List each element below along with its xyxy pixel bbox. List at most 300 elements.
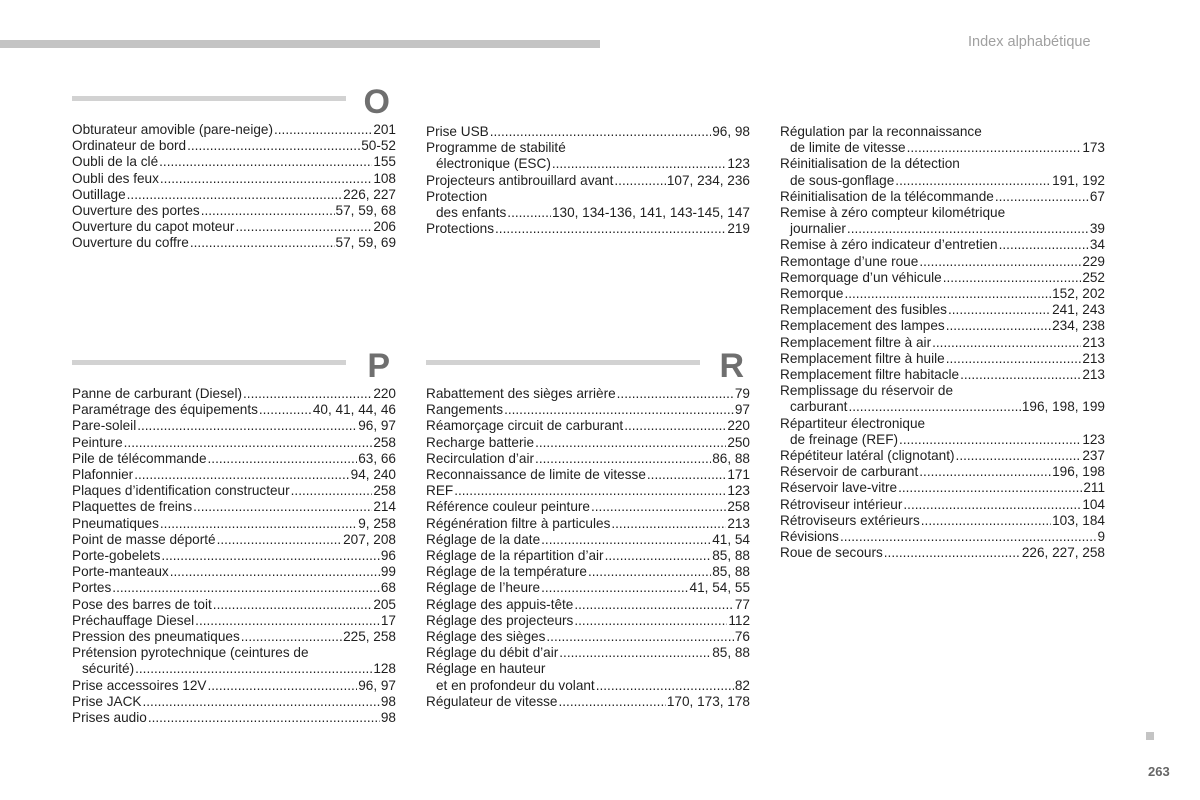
- entry-pages: 191, 192: [1052, 172, 1105, 188]
- entry-term: journalier: [790, 221, 846, 237]
- dot-leader: [546, 629, 733, 645]
- index-entry-heading: Remise à zéro compteur kilométrique: [780, 205, 1006, 221]
- index-entry: [780, 545, 1105, 561]
- dot-leader: [559, 645, 711, 661]
- dot-leader: [274, 122, 372, 138]
- dot-leader: [161, 548, 379, 564]
- dot-leader: [541, 532, 711, 548]
- index-entry: [72, 499, 396, 515]
- dot-leader: [848, 399, 1020, 415]
- index-entry: [72, 483, 396, 499]
- entry-pages: 171: [727, 467, 750, 483]
- index-entry: [72, 435, 396, 451]
- dot-leader: [159, 154, 372, 170]
- dot-leader: [454, 483, 726, 499]
- dot-leader: [135, 661, 372, 677]
- dot-leader: [217, 532, 343, 548]
- entry-pages: 214: [373, 499, 396, 515]
- entry-pages: 152, 202: [1052, 286, 1105, 302]
- dot-leader: [907, 140, 1082, 156]
- entry-pages: 98: [380, 710, 396, 726]
- entry-pages: 41, 54: [712, 531, 750, 547]
- index-entry: [780, 529, 1105, 545]
- entry-term: Oubli des feux: [72, 170, 159, 186]
- entry-pages: 76: [734, 629, 750, 645]
- entry-term: Remplacement filtre habitacle: [780, 367, 960, 383]
- index-entry: [426, 678, 750, 694]
- entry-term: Point de masse déporté: [72, 531, 216, 547]
- entry-pages: 112: [728, 612, 750, 628]
- dot-leader: [541, 580, 688, 596]
- section-header-o: [72, 83, 396, 122]
- dot-leader: [124, 435, 373, 451]
- entry-term: Réglage de l’heure: [426, 580, 541, 596]
- entry-pages: 108: [373, 170, 396, 186]
- entry-term: Ouverture du coffre: [72, 235, 189, 251]
- index-entry: [72, 580, 396, 596]
- entry-pages: 34: [1089, 237, 1105, 253]
- index-entry: [780, 480, 1105, 496]
- entry-list: [780, 124, 1105, 561]
- dot-leader: [956, 448, 1082, 464]
- dot-leader: [840, 529, 1097, 545]
- dot-leader: [647, 467, 726, 483]
- dot-leader: [844, 286, 1051, 302]
- index-entry: [426, 694, 750, 710]
- entry-pages: 220: [373, 386, 396, 401]
- entry-term: et en profondeur du volant: [436, 677, 595, 693]
- index-entry: [780, 173, 1105, 189]
- entry-term: Réglage des appuis-tête: [426, 596, 574, 612]
- entry-term: Peinture: [72, 434, 123, 450]
- index-entry: [426, 499, 750, 515]
- entry-pages: 170, 173, 178: [666, 693, 750, 709]
- dot-leader: [999, 237, 1089, 253]
- entry-pages: 50-52: [361, 138, 396, 154]
- index-entry-heading: Prétension pyrotechnique (ceintures de: [72, 645, 309, 661]
- index-entry: [426, 532, 750, 548]
- entry-list: [426, 124, 750, 237]
- index-entry: [72, 122, 396, 138]
- entry-pages: 40, 41, 44, 46: [312, 402, 396, 418]
- index-entry: [72, 532, 396, 548]
- index-entry: [780, 497, 1105, 513]
- entry-term: Référence couleur peinture: [426, 499, 590, 515]
- dot-leader: [948, 302, 1051, 318]
- entry-term: de freinage (REF): [790, 431, 899, 447]
- entry-term: Remise à zéro indicateur d’entretien: [780, 237, 998, 253]
- entry-pages: 96, 97: [358, 677, 396, 693]
- entry-pages: 219: [727, 221, 750, 237]
- entry-pages: 258: [373, 483, 396, 499]
- index-entry: [780, 254, 1105, 270]
- dot-leader: [195, 613, 380, 629]
- section-r: [426, 347, 750, 710]
- dot-leader: [213, 597, 373, 613]
- entry-term: Réglage des sièges: [426, 629, 546, 645]
- index-entry: [780, 464, 1105, 480]
- entry-term: Réservoir de carburant: [780, 464, 919, 480]
- index-entry: [426, 516, 750, 532]
- index-entry: [426, 548, 750, 564]
- index-entry-heading: Protection: [426, 188, 488, 204]
- section-rule: [72, 96, 346, 101]
- entry-term: Reconnaissance de limite de vitesse: [426, 467, 646, 483]
- index-entry: [780, 432, 1105, 448]
- entry-term: Remplacement des fusibles: [780, 302, 947, 318]
- entry-term: Réglage de la répartition d’air: [426, 548, 604, 564]
- dot-leader: [898, 480, 1082, 496]
- dot-leader: [946, 318, 1051, 334]
- entry-term: Remplacement des lampes: [780, 318, 945, 334]
- entry-term: Plaquettes de freins: [72, 499, 193, 515]
- index-entry-heading: Remplissage du réservoir de: [780, 383, 954, 399]
- index-entry-heading: Régulation par la reconnaissance: [780, 124, 982, 139]
- dot-leader: [190, 235, 335, 251]
- entry-pages: 85, 88: [712, 645, 750, 661]
- page-number: 263: [1148, 764, 1170, 779]
- index-entry: [780, 237, 1105, 253]
- index-entry: [72, 467, 396, 483]
- entry-term: Réservoir lave-vitre: [780, 480, 898, 496]
- section-header-r: [426, 347, 750, 386]
- index-entry: [780, 513, 1105, 529]
- entry-pages: 213: [1082, 367, 1105, 383]
- entry-pages: 85, 88: [712, 564, 750, 580]
- dot-leader: [605, 548, 712, 564]
- page-marker: [1146, 732, 1154, 740]
- entry-term: Rétroviseur intérieur: [780, 496, 903, 512]
- dot-leader: [899, 432, 1081, 448]
- entry-pages: 97: [734, 402, 750, 418]
- section-header-p: [72, 347, 396, 386]
- entry-pages: 85, 88: [712, 548, 750, 564]
- section-letter: O: [363, 83, 390, 121]
- dot-leader: [574, 613, 727, 629]
- entry-pages: 130, 134-136, 141, 143-145, 147: [551, 205, 750, 221]
- entry-term: Roue de secours: [780, 545, 883, 561]
- entry-pages: 99: [380, 564, 396, 580]
- entry-pages: 196, 198: [1052, 464, 1105, 480]
- entry-term: Recirculation d’air: [426, 450, 535, 466]
- entry-pages: 82: [734, 677, 750, 693]
- entry-pages: 123: [1082, 431, 1105, 447]
- entry-term: Prise JACK: [72, 693, 142, 709]
- entry-pages: 98: [380, 693, 396, 709]
- entry-pages: 107, 234, 236: [666, 172, 750, 188]
- entry-term: de sous-gonflage: [790, 172, 895, 188]
- dot-leader: [611, 516, 726, 532]
- entry-pages: 225, 258: [343, 629, 396, 645]
- entry-pages: 226, 227, 258: [1021, 545, 1105, 561]
- entry-term: Recharge batterie: [426, 434, 535, 450]
- index-entry: [72, 418, 396, 434]
- entry-pages: 196, 198, 199: [1021, 399, 1105, 415]
- dot-leader: [921, 513, 1051, 529]
- index-entry: [780, 399, 1105, 415]
- dot-leader: [207, 678, 357, 694]
- entry-pages: 39: [1089, 221, 1105, 237]
- entry-term: de limite de vitesse: [790, 140, 906, 156]
- entry-term: Porte-manteaux: [72, 564, 169, 580]
- entry-pages: 206: [373, 219, 396, 235]
- dot-leader: [241, 629, 342, 645]
- index-entry: [426, 483, 750, 499]
- section-rule: [426, 360, 700, 365]
- entry-term: Pression des pneumatiques: [72, 629, 240, 645]
- entry-pages: 258: [727, 499, 750, 515]
- entry-term: Ouverture des portes: [72, 203, 200, 219]
- index-entry: [72, 694, 396, 710]
- dot-leader: [903, 497, 1081, 513]
- entry-term: Réglage de la date: [426, 531, 541, 547]
- index-entry: [72, 613, 396, 629]
- section-p: [72, 347, 396, 726]
- dot-leader: [552, 156, 726, 172]
- entry-pages: 68: [380, 580, 396, 596]
- entry-term: Remplacement filtre à huile: [780, 350, 945, 366]
- dot-leader: [495, 221, 726, 237]
- entry-pages: 213: [1082, 350, 1105, 366]
- index-entry: [72, 203, 396, 219]
- index-entry: [426, 386, 750, 402]
- dot-leader: [932, 335, 1081, 351]
- entry-pages: 104: [1082, 496, 1105, 512]
- dot-leader: [919, 254, 1081, 270]
- entry-pages: 226, 227: [343, 186, 396, 202]
- index-entry-heading: Répartiteur électronique: [780, 415, 926, 431]
- entry-pages: 250: [727, 434, 750, 450]
- entry-term: Prise accessoires 12V: [72, 677, 207, 693]
- entry-pages: 96, 97: [358, 418, 396, 434]
- index-entry: [780, 335, 1105, 351]
- section-letter: R: [719, 347, 744, 385]
- index-entry: [426, 435, 750, 451]
- index-entry: [426, 156, 750, 172]
- index-entry: [426, 580, 750, 596]
- entry-term: Pare-soleil: [72, 418, 137, 434]
- entry-term: Régulateur de vitesse: [426, 693, 558, 709]
- entry-term: Protections: [426, 221, 495, 237]
- dot-leader: [127, 187, 342, 203]
- entry-pages: 207, 208: [343, 531, 396, 547]
- entry-list: [72, 386, 396, 726]
- entry-pages: 211: [1083, 480, 1105, 496]
- entry-pages: 258: [373, 434, 396, 450]
- index-entry: [72, 564, 396, 580]
- dot-leader: [995, 189, 1089, 205]
- section-o: [72, 83, 396, 252]
- index-entry: [426, 402, 750, 418]
- index-entry: [780, 448, 1105, 464]
- entry-pages: 237: [1082, 448, 1105, 464]
- index-entry: [426, 451, 750, 467]
- index-entry-heading: Réglage en hauteur: [426, 661, 546, 677]
- entry-pages: 57, 59, 69: [335, 235, 396, 251]
- entry-term: Rétroviseurs extérieurs: [780, 512, 920, 528]
- dot-leader: [614, 173, 665, 189]
- entry-pages: 205: [373, 596, 396, 612]
- index-entry: [426, 629, 750, 645]
- dot-leader: [490, 124, 712, 140]
- entry-term: Outillage: [72, 186, 126, 202]
- entry-pages: 67: [1089, 188, 1105, 204]
- index-entry: [72, 235, 396, 251]
- index-entry: [426, 221, 750, 237]
- dot-leader: [170, 564, 380, 580]
- entry-list: [72, 122, 396, 252]
- index-entry: [426, 205, 750, 221]
- entry-term: Porte-gobelets: [72, 548, 161, 564]
- entry-pages: 229: [1082, 253, 1105, 269]
- dot-leader: [574, 597, 734, 613]
- entry-term: Remorquage d’un véhicule: [780, 269, 942, 285]
- dot-leader: [960, 367, 1081, 383]
- index-entry: [426, 124, 750, 140]
- index-entry: [72, 154, 396, 170]
- entry-term: Régénération filtre à particules: [426, 515, 611, 531]
- entry-pages: 234, 238: [1052, 318, 1105, 334]
- entry-term: Panne de carburant (Diesel): [72, 386, 243, 401]
- index-entry: [780, 189, 1105, 205]
- entry-term: Oubli de la clé: [72, 154, 159, 170]
- index-entry: [72, 402, 396, 418]
- dot-leader: [160, 516, 357, 532]
- dot-leader: [259, 402, 312, 418]
- entry-pages: 213: [727, 515, 750, 531]
- dot-leader: [596, 678, 734, 694]
- index-entry: [72, 386, 396, 402]
- index-entry: [426, 418, 750, 434]
- dot-leader: [235, 219, 372, 235]
- entry-term: Rangements: [426, 402, 504, 418]
- entry-term: sécurité): [82, 661, 135, 677]
- dot-leader: [160, 171, 372, 187]
- entry-pages: 41, 54, 55: [689, 580, 750, 596]
- dot-leader: [201, 203, 335, 219]
- entry-pages: 128: [373, 661, 396, 677]
- entry-term: Prises audio: [72, 710, 147, 726]
- entry-pages: 77: [734, 596, 750, 612]
- index-entry: [72, 219, 396, 235]
- entry-pages: 17: [380, 612, 396, 628]
- dot-leader: [895, 173, 1051, 189]
- entry-pages: 220: [727, 418, 750, 434]
- dot-leader: [134, 467, 349, 483]
- header-rule: [0, 40, 600, 48]
- index-entry: [780, 367, 1105, 383]
- section-p-continued: [426, 124, 750, 237]
- entry-pages: 9, 258: [358, 515, 396, 531]
- entry-term: carburant: [790, 399, 848, 415]
- entry-pages: 57, 59, 68: [335, 203, 396, 219]
- entry-term: Paramétrage des équipements: [72, 402, 258, 418]
- entry-list: [426, 386, 750, 710]
- entry-term: Préchauffage Diesel: [72, 612, 195, 628]
- entry-term: Réglage des projecteurs: [426, 612, 574, 628]
- entry-term: Portes: [72, 580, 112, 596]
- dot-leader: [112, 580, 380, 596]
- entry-term: Remorque: [780, 286, 844, 302]
- entry-term: Pile de télécommande: [72, 450, 207, 466]
- entry-pages: 96: [380, 548, 396, 564]
- entry-pages: 94, 240: [350, 467, 396, 483]
- entry-term: Réglage du débit d’air: [426, 645, 559, 661]
- entry-term: Rabattement des sièges arrière: [426, 386, 616, 401]
- entry-pages: 96, 98: [712, 124, 750, 139]
- dot-leader: [208, 451, 358, 467]
- index-entry-heading: Programme de stabilité: [426, 140, 566, 156]
- entry-term: électronique (ESC): [436, 156, 551, 172]
- dot-leader: [919, 464, 1051, 480]
- index-entry: [426, 467, 750, 483]
- entry-pages: 103, 184: [1052, 512, 1105, 528]
- dot-leader: [504, 402, 734, 418]
- entry-term: Plaques d’identification constructeur: [72, 483, 290, 499]
- dot-leader: [193, 499, 372, 515]
- entry-term: Ouverture du capot moteur: [72, 219, 235, 235]
- entry-term: Réinitialisation de la télécommande: [780, 188, 994, 204]
- index-entry: [780, 140, 1105, 156]
- section-rule: [72, 360, 346, 365]
- index-entry: [72, 710, 396, 726]
- entry-pages: 252: [1082, 269, 1105, 285]
- entry-pages: 79: [734, 386, 750, 401]
- entry-term: Réamorçage circuit de carburant: [426, 418, 624, 434]
- dot-leader: [884, 545, 1021, 561]
- dot-leader: [187, 138, 360, 154]
- dot-leader: [535, 435, 726, 451]
- entry-term: REF: [426, 483, 454, 499]
- entry-term: Plafonnier: [72, 467, 134, 483]
- dot-leader: [507, 205, 551, 221]
- entry-term: Ordinateur de bord: [72, 138, 187, 154]
- entry-term: des enfants: [436, 205, 507, 221]
- entry-pages: 155: [373, 154, 396, 170]
- dot-leader: [243, 386, 372, 402]
- index-entry: [72, 171, 396, 187]
- index-entry: [780, 270, 1105, 286]
- dot-leader: [946, 351, 1082, 367]
- index-entry: [72, 597, 396, 613]
- index-entry: [426, 597, 750, 613]
- section-letter: P: [367, 347, 390, 385]
- index-entry: [780, 351, 1105, 367]
- dot-leader: [624, 418, 726, 434]
- dot-leader: [535, 451, 711, 467]
- entry-pages: 241, 243: [1052, 302, 1105, 318]
- entry-pages: 63, 66: [358, 450, 396, 466]
- entry-pages: 213: [1082, 334, 1105, 350]
- index-entry: [72, 629, 396, 645]
- dot-leader: [558, 694, 665, 710]
- entry-term: Obturateur amovible (pare-neige): [72, 122, 273, 137]
- entry-pages: 86, 88: [712, 450, 750, 466]
- index-entry: [780, 221, 1105, 237]
- dot-leader: [588, 564, 711, 580]
- entry-pages: 173: [1082, 140, 1105, 156]
- index-entry: [426, 613, 750, 629]
- entry-term: Projecteurs antibrouillard avant: [426, 172, 614, 188]
- dot-leader: [847, 221, 1089, 237]
- entry-pages: 9: [1097, 529, 1105, 545]
- index-entry-heading: Réinitialisation de la détection: [780, 156, 960, 172]
- index-entry: [72, 548, 396, 564]
- entry-term: Pneumatiques: [72, 515, 159, 531]
- dot-leader: [137, 418, 357, 434]
- index-entry: [72, 678, 396, 694]
- index-entry: [780, 318, 1105, 334]
